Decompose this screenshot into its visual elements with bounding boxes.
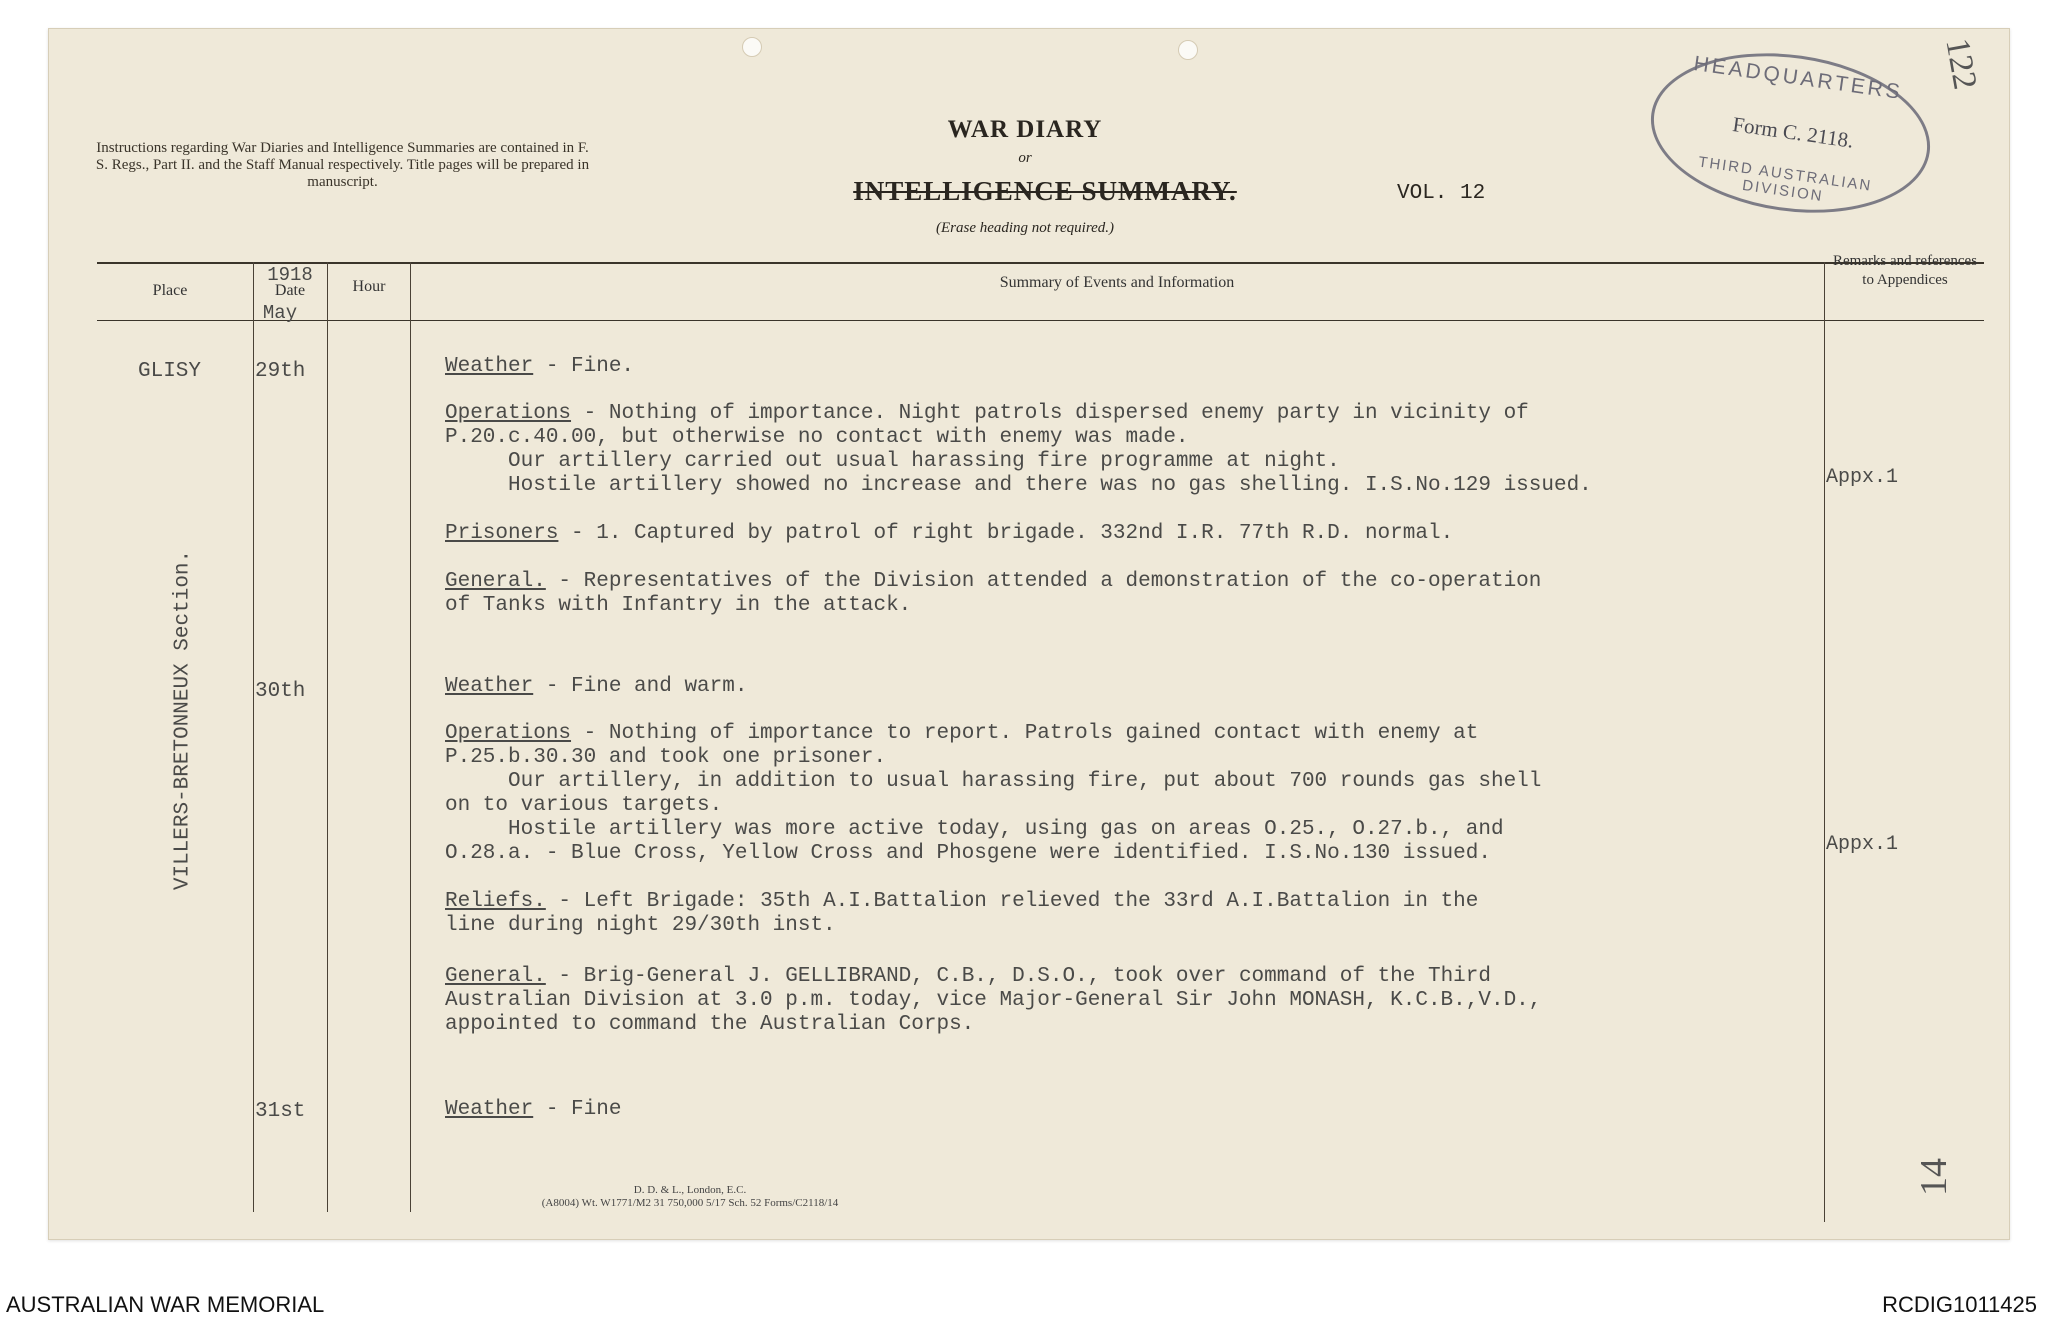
- instructions-note: Instructions regarding War Diaries and Intelligence Summaries are contained in F. S. Regs., Part II. and the Staff Manual respectively. Title pages will be prepared in manuscript.: [95, 140, 590, 190]
- entry-prisoners-29: Prisoners - 1. Captured by patrol of right brigade. 332nd I.R. 77th R.D. normal.: [445, 522, 1454, 545]
- table-top-rule: [97, 262, 1984, 264]
- date-31st: 31st: [255, 1100, 306, 1123]
- date-29th: 29th: [255, 360, 306, 383]
- volume-number: VOL. 12: [1397, 182, 1486, 205]
- imprint-line-1: D. D. & L., London, E.C.: [633, 1184, 747, 1196]
- archive-id: RCDIG1011425: [1882, 1292, 2037, 1317]
- section-label: VILLERS-BRETONNEUX Section.: [171, 549, 195, 891]
- column-divider: [1824, 262, 1825, 1222]
- archive-credit: AUSTRALIAN WAR MEMORIAL: [6, 1292, 325, 1317]
- col-summary: Summary of Events and Information: [999, 274, 1235, 291]
- remark-29: Appx.1: [1826, 466, 1899, 489]
- column-divider: [327, 262, 328, 1212]
- entry-reliefs-30: Reliefs. - Left Brigade: 35th A.I.Battalion relieved the 33rd A.I.Battalion in the line during night 29/30th inst.: [445, 890, 1479, 937]
- document-sheet: [48, 28, 2010, 1240]
- col-month: May: [262, 302, 298, 324]
- entry-weather-29: Weather - Fine.: [445, 355, 635, 378]
- col-place: Place: [152, 282, 188, 299]
- stamp-bottom-text: THIRD AUSTRALIAN DIVISION: [1697, 153, 1874, 206]
- column-divider: [253, 262, 254, 1212]
- title-or: or: [1018, 150, 1032, 166]
- title-war-diary: WAR DIARY: [947, 116, 1103, 143]
- pencil-folio-number: 14: [1913, 1158, 1955, 1196]
- entry-operations-29: Operations - Nothing of importance. Night patrols dispersed enemy party in vicinity of P.20.c.40.00, but otherwise no contact with enemy was made. Our artillery carried out usual harassing fire programme at night. Hostile artillery showed no increase and there was no gas shelling. I.S.No.129 issued.: [445, 402, 1592, 497]
- entry-weather-30: Weather - Fine and warm.: [445, 675, 748, 698]
- remark-30: Appx.1: [1826, 833, 1899, 856]
- col-year: 1918: [267, 264, 313, 286]
- entry-general-30: General. - Brig-General J. GELLIBRAND, C.B., D.S.O., took over command of the Third Australian Division at 3.0 p.m. today, vice Major-General Sir John MONASH, K.C.B.,V.D., appointed to command the Australian Corps.: [445, 965, 1542, 1036]
- place-name: GLISY: [138, 360, 202, 383]
- col-date: Date: [274, 282, 306, 299]
- punch-hole: [1178, 40, 1198, 60]
- entry-operations-30: Operations - Nothing of importance to report. Patrols gained contact with enemy at P.25.b.30.30 and took one prisoner. Our artillery, in addition to usual harassing fire, put about 700 rounds gas shell on to various targets. Hostile artillery was more active today, using gas on areas O.25., O.27.b., and O.28.a. - Blue Cross, Yellow Cross and Phosgene were identified. I.S.No.130 issued.: [445, 722, 1542, 865]
- stamp-top-text: HEADQUARTERS: [1692, 51, 1905, 105]
- entry-weather-31: Weather - Fine: [445, 1098, 622, 1121]
- table-header-rule: [97, 320, 1984, 321]
- punch-hole: [742, 37, 762, 57]
- printer-imprint: [470, 1184, 910, 1210]
- pencil-page-number: 122: [1938, 35, 1984, 93]
- column-divider: [410, 262, 411, 1212]
- stamp-form-text: Form C. 2118.: [1731, 112, 1856, 153]
- col-hour: Hour: [352, 278, 386, 295]
- imprint-line-2: (A8004) Wt. W1771/M2 31 750,000 5/17 Sch. 52 Forms/C2118/14: [541, 1197, 839, 1209]
- col-remarks: Remarks and references to Appendices: [1832, 253, 1978, 288]
- date-30th: 30th: [255, 680, 306, 703]
- title-intelligence-summary: INTELLIGENCE SUMMARY.: [853, 176, 1237, 206]
- erase-note: (Erase heading not required.): [935, 220, 1115, 236]
- entry-general-29: General. - Representatives of the Division attended a demonstration of the co-operation of Tanks with Infantry in the attack.: [445, 570, 1542, 617]
